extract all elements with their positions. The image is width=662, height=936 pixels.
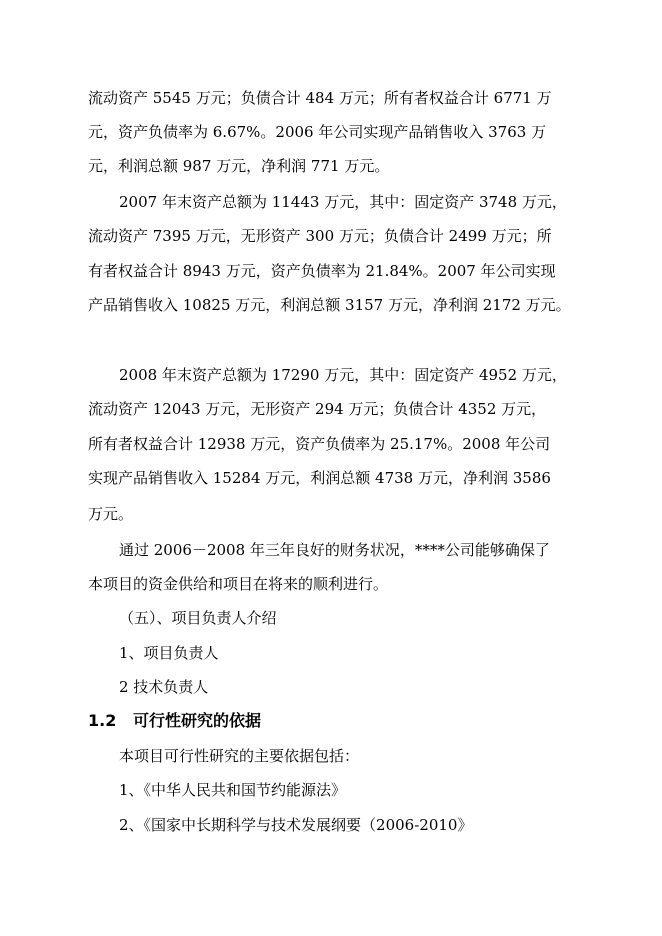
- text-line: 本项目可行性研究的主要依据包括：: [119, 747, 360, 765]
- list-item: 2、《国家中长期科学与技术发展纲要（2006-2010》: [119, 816, 473, 834]
- text-line: 有者权益合计 8943 万元，资产负债率为 21.84%。2007 年公司实现: [88, 262, 556, 280]
- text-line: 元，资产负债率为 6.67%。2006 年公司实现产品销售收入 3763 万: [88, 123, 547, 141]
- list-item: 1、《中华人民共和国节约能源法》: [119, 781, 347, 799]
- list-item: 1、项目负责人: [119, 644, 219, 662]
- section-subheading: （五）、项目负责人介绍: [119, 609, 277, 627]
- text-line: 实现产品销售收入 15284 万元，利润总额 4738 万元，净利润 3586: [88, 469, 551, 487]
- text-line: 流动资产 12043 万元，无形资产 294 万元；负债合计 4352 万元，: [88, 400, 547, 418]
- text-line: 2007 年末资产总额为 11443 万元，其中：固定资产 3748 万元，: [119, 193, 567, 211]
- text-line: 产品销售收入 10825 万元，利润总额 3157 万元，净利润 2172 万元。: [88, 296, 571, 314]
- text-line: 流动资产 7395 万元，无形资产 300 万元；负债合计 2499 万元；所: [88, 227, 552, 245]
- text-line: 元，利润总额 987 万元，净利润 771 万元。: [88, 157, 390, 175]
- text-line: 本项目的资金供给和项目在将来的顺利进行。: [88, 575, 389, 593]
- section-heading: 1.2 可行性研究的依据: [88, 711, 262, 730]
- text-line: 通过 2006－2008 年三年良好的财务状况，****公司能够确保了: [119, 541, 550, 559]
- text-line: 流动资产 5545 万元；负债合计 484 万元；所有者权益合计 6771 万: [88, 89, 552, 107]
- text-line: 2008 年末资产总额为 17290 万元，其中：固定资产 4952 万元，: [119, 366, 567, 384]
- list-item: 2 技术负责人: [119, 678, 209, 696]
- text-line: 万元。: [88, 505, 134, 523]
- text-line: 所有者权益合计 12938 万元，资产负债率为 25.17%。2008 年公司: [88, 435, 551, 453]
